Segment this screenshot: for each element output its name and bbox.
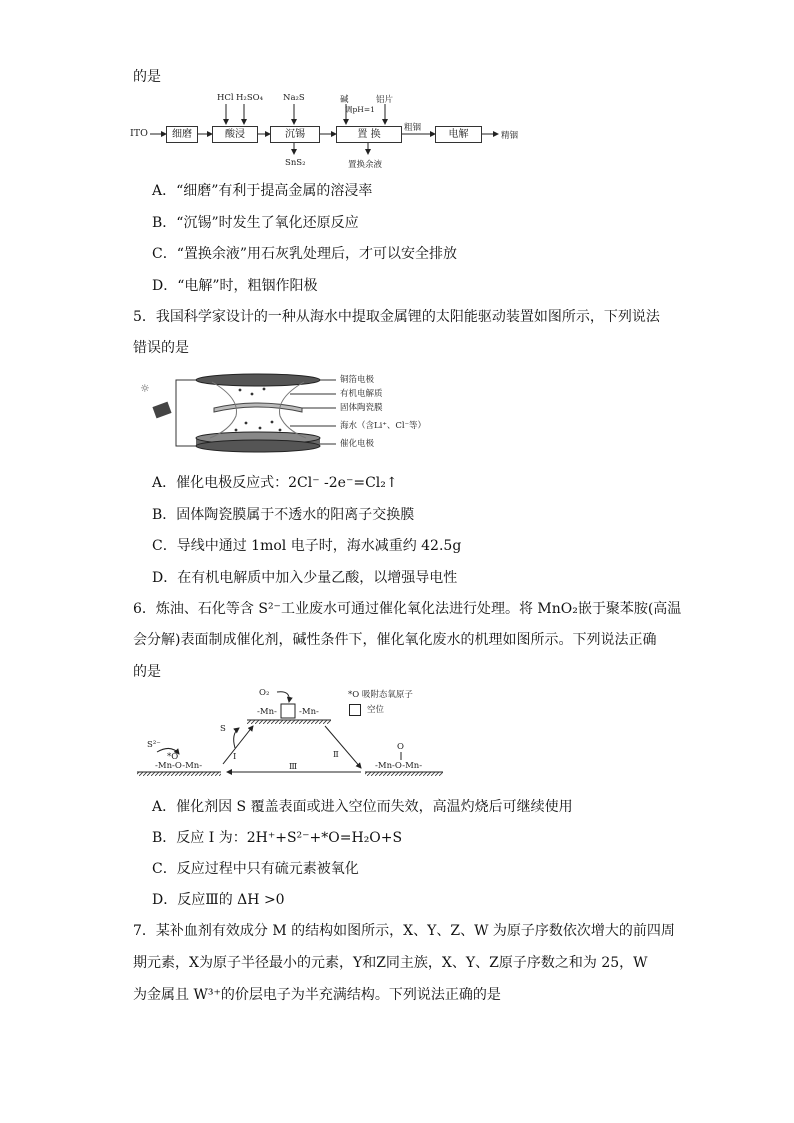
mech-star-o: *O: [167, 752, 179, 762]
mech-legend-adsorbed-o: *O 吸附态氧原子: [348, 690, 413, 700]
q5-option-a: A．催化电极反应式：2Cl⁻ -2e⁻=Cl₂↑: [152, 475, 398, 491]
label-ceramic-membrane: 固体陶瓷膜: [340, 403, 383, 413]
q7-stem-line1: 7．某补血剂有效成分 M 的结构如图所示，X、Y、Z、W 为原子序数依次增大的前四周: [133, 923, 675, 939]
flow-step-tin: 沉锡: [270, 126, 320, 143]
q6-stem-line1: 6．炼油、石化等含 S²⁻工业废水可通过催化氧化法进行处理。将 MnO₂嵌于聚苯胺(高温: [133, 601, 682, 617]
mech-s2-reactant: S²⁻: [147, 740, 161, 750]
reagent-h2so4: H₂SO₄: [236, 93, 264, 103]
q6-stem-line3: 的是: [133, 664, 161, 680]
q4-option-b: B．“沉锡”时发生了氧化还原反应: [152, 215, 359, 231]
flow-crude-in: 粗铟: [404, 123, 422, 133]
label-copper-electrode: 铜箔电极: [340, 375, 375, 385]
label-organic-electrolyte: 有机电解质: [340, 389, 383, 399]
output-sns2: SnS₂: [285, 158, 306, 168]
q6-option-b: B．反应 I 为：2H⁺+S²⁻+*O=H₂O+S: [152, 830, 403, 846]
flow-step-electrolysis: 电解: [435, 126, 482, 143]
q7-stem-line3: 为金属且 W³⁺的价层电子为半充满结构。下列说法正确的是: [133, 987, 501, 1003]
mech-legend-vacancy: 空位: [367, 705, 385, 715]
flow-end: 精铟: [501, 131, 519, 141]
reagent-hcl: HCl: [217, 93, 234, 103]
mech-right-site: -Mn-O-Mn-: [375, 761, 423, 771]
flowchart: [130, 90, 530, 180]
flow-step-replace: 置 换: [336, 126, 402, 143]
mech-right-o: O: [397, 742, 404, 752]
q5-stem-line1: 5．我国科学家设计的一种从海水中提取金属锂的太阳能驱动装置如图所示，下列说法: [133, 309, 660, 325]
q7-stem-line2: 期元素，X为原子半径最小的元素，Y和Z同主族，X、Y、Z原子序数之和为 25，W: [133, 955, 648, 971]
q6-option-a: A．催化剂因 S 覆盖表面或进入空位而失效，高温灼烧后可继续使用: [152, 799, 573, 815]
flow-step-grind: 细磨: [166, 126, 198, 143]
flow-start: ITO: [130, 128, 148, 139]
mech-step-3: Ⅲ: [289, 762, 298, 772]
q6-stem-line2: 会分解)表面制成催化剂，碱性条件下，催化氧化废水的机理如图所示。下列说法正确: [133, 632, 657, 648]
q6-option-d: D．反应Ⅲ的 ΔH >0: [152, 892, 285, 908]
output-residue: 置换余液: [348, 160, 383, 170]
q4-option-a: A．“细磨”有利于提高金属的溶浸率: [152, 183, 373, 199]
mech-top-mn-right: -Mn-: [299, 707, 319, 717]
mech-left-site: -Mn-O-Mn-: [155, 761, 203, 771]
q4-option-d: D．“电解”时，粗铟作阳极: [152, 278, 318, 294]
q5-stem-line2: 错误的是: [133, 340, 189, 356]
mech-o2: O₂: [259, 688, 270, 698]
q6-option-c: C．反应过程中只有硫元素被氧化: [152, 861, 359, 877]
q4-option-c: C．“置换余液”用石灰乳处理后，才可以安全排放: [152, 246, 458, 262]
mech-s-product: S: [220, 724, 226, 734]
q5-option-c: C．导线中通过 1mol 电子时，海水减重约 42.5g: [152, 538, 462, 554]
reagent-base: 碱: [340, 95, 349, 105]
flow-step-acid: 酸浸: [212, 126, 258, 143]
vacancy-legend-square: [349, 704, 361, 716]
mech-step-1: I: [233, 752, 237, 762]
device-drawing: [140, 368, 420, 458]
q5-option-d: D．在有机电解质中加入少量乙酸，以增强导电性: [152, 570, 458, 586]
q5-option-b: B．固体陶瓷膜属于不透水的阳离子交换膜: [152, 507, 415, 523]
mechanism-figure: [135, 684, 445, 779]
reagent-ph: 调pH=1: [345, 105, 375, 114]
lithium-device-figure: [140, 368, 427, 458]
line-intro: 的是: [133, 69, 161, 85]
label-seawater: 海水（含Li⁺、Cl⁻等）: [340, 421, 427, 431]
mech-top-mn-left: -Mn-: [257, 707, 277, 717]
reagent-na2s: Na₂S: [283, 93, 305, 103]
sun-icon: ☼: [140, 382, 150, 395]
reagent-al: 铝片: [376, 95, 394, 105]
mech-step-2: Ⅱ: [333, 750, 339, 760]
label-catalytic-electrode: 催化电极: [340, 439, 375, 449]
